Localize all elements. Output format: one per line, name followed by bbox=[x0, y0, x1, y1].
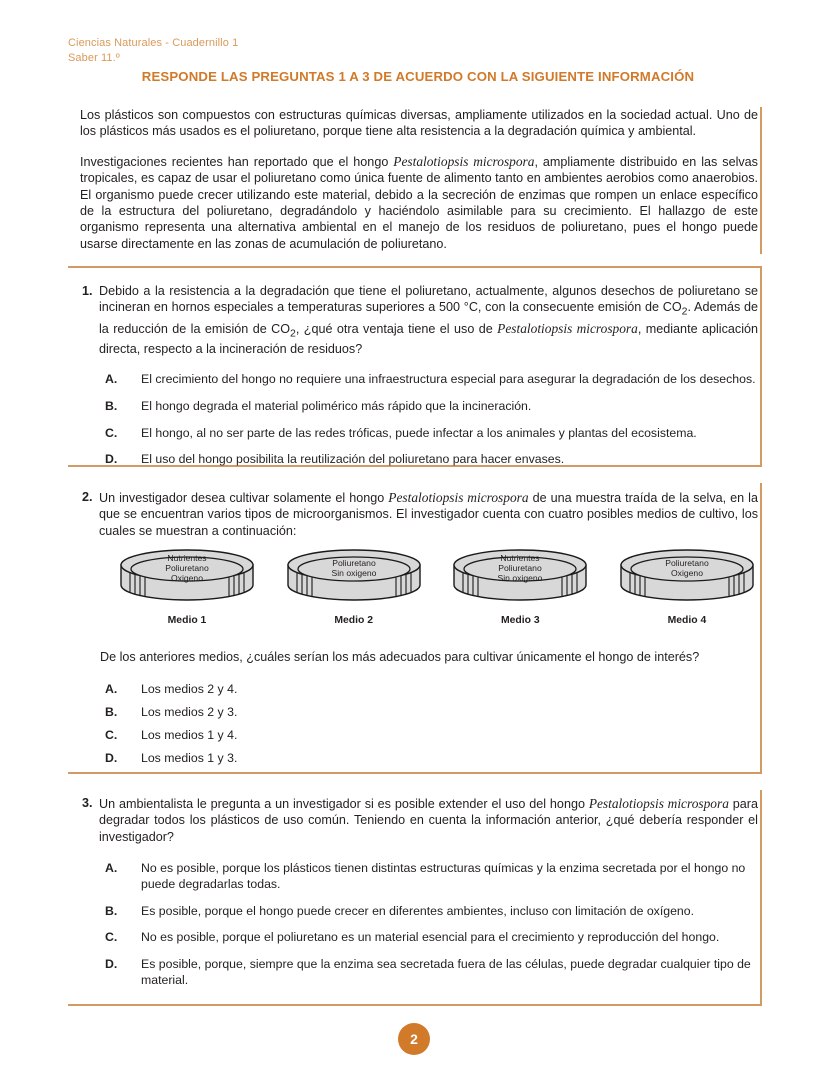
option-b[interactable] bbox=[105, 904, 758, 920]
option-b[interactable] bbox=[105, 705, 758, 721]
option-b-text: Es posible, porque el hongo puede crecer en diferentes ambientes, incluso con limitación de oxígeno. bbox=[141, 903, 695, 918]
dish-3-label: Medio 3 bbox=[500, 615, 540, 626]
option-c-letter: C. bbox=[105, 727, 118, 742]
option-d-text: Es posible, porque, siempre que la enzima sea secretada fuera de las células, puede degradar cualquier tipo de material. bbox=[141, 957, 751, 987]
header-exam-line: Saber 11.º bbox=[68, 51, 120, 64]
option-d[interactable] bbox=[105, 751, 758, 767]
dish-1-label: Medio 1 bbox=[167, 615, 207, 626]
intro-p2-part-a: Investigaciones recientes han reportado que el hongo bbox=[80, 154, 394, 169]
option-a[interactable] bbox=[105, 861, 758, 892]
intro-paragraph-1: Los plásticos son compuestos con estructuras químicas diversas, ampliamente utilizados en la sociedad actual. Uno de los plásticos más usados es el poliuretano, porque tiene alta resistencia a la degradación química y ambiental. bbox=[80, 108, 758, 139]
option-a-text: No es posible, porque los plásticos tienen distintas estructuras químicas y la enzima secretada por el hongo no puede degradarlas todas. bbox=[141, 861, 746, 891]
q1-species-name: Pestalotiopsis microspora bbox=[497, 320, 638, 336]
option-c-letter: C. bbox=[105, 425, 118, 440]
dish-2-line-1: Poliuretano bbox=[331, 558, 376, 568]
option-a-text: El crecimiento del hongo no requiere una infraestructura especial para asegurar la degradación de los desechos. bbox=[141, 372, 756, 387]
option-d[interactable] bbox=[105, 452, 758, 468]
question-1-options bbox=[105, 372, 758, 468]
dish-3-line-1: Nutrientes bbox=[500, 553, 540, 563]
option-a-letter: A. bbox=[105, 372, 118, 387]
petri-dish-icon bbox=[450, 548, 590, 610]
petri-dish-icon bbox=[117, 548, 257, 610]
intro-p2-part-b: , ampliamente distribuido en las selvas tropicales, es capaz de usar el poliuretano como única fuente de alimento tanto en ambientes aerobios como anaerobios. El organismo puede crecer utilizando este material, debido a la secreción de enzimas que rompen un enlace específico de la estructura del poliuretano, degradándolo y haciéndolo asimilable para su crecimiento. El hallazgo de este organismo representa una alternativa ambiental en el manejo de los residuos de poliuretano, pues el hongo puede usarse directamente en las zonas de acumulación de poliuretano. bbox=[80, 154, 758, 251]
option-d-letter: D. bbox=[105, 452, 118, 467]
question-1-heading bbox=[82, 283, 758, 357]
question-1-top-rule bbox=[68, 266, 762, 268]
document-header bbox=[68, 36, 238, 66]
question-3-right-rule bbox=[760, 790, 762, 1005]
option-c-text: El hongo, al no ser parte de las redes tróficas, puede infectar a los animales y plantas del ecosistema. bbox=[141, 425, 697, 440]
question-2-options bbox=[105, 682, 758, 766]
option-a[interactable] bbox=[105, 372, 758, 388]
question-3-text bbox=[99, 795, 758, 845]
dish-2-line-2: Sin oxigeno bbox=[331, 568, 377, 578]
option-c-text: Los medios 1 y 4. bbox=[141, 727, 238, 742]
instruction-title: RESPONDE LAS PREGUNTAS 1 A 3 DE ACUERDO CON LA SIGUIENTE INFORMACIÓN bbox=[141, 69, 695, 84]
question-2-continuation bbox=[82, 649, 758, 773]
option-b-letter: B. bbox=[105, 398, 118, 413]
option-c[interactable] bbox=[105, 728, 758, 744]
q1-subscript-2: 2 bbox=[290, 327, 296, 340]
header-subject-line: Ciencias Naturales - Cuadernillo 1 bbox=[68, 37, 239, 49]
question-3-number: 3. bbox=[82, 796, 93, 810]
dish-4-line-1: Poliuretano bbox=[665, 558, 709, 568]
intro-block-right-rule bbox=[760, 107, 762, 254]
species-name: Pestalotiopsis microspora bbox=[393, 153, 535, 169]
question-2 bbox=[82, 489, 758, 539]
q3-text-a: Un ambientalista le pregunta a un investigador si es posible extender el uso del hongo bbox=[99, 797, 589, 811]
dish-4-line-2: Oxigeno bbox=[670, 568, 703, 578]
q1-text-d: , mediante aplicación directa, respecto a la incineración de residuos? bbox=[99, 321, 758, 356]
page-number-badge: 2 bbox=[398, 1023, 430, 1055]
option-b-text: El hongo degrada el material polimérico más rápido que la incineración. bbox=[141, 398, 532, 413]
option-d-text: El uso del hongo posibilita la reutilización del poliuretano para hacer envases. bbox=[141, 452, 565, 467]
dish-3-line-3: Sin oxigeno bbox=[497, 573, 543, 583]
question-1-number: 1. bbox=[82, 284, 93, 298]
q1-text-b: . Además de la reducción de la emisión de CO bbox=[99, 300, 758, 336]
petri-dish-icon bbox=[617, 548, 757, 610]
question-2-right-rule bbox=[760, 483, 762, 773]
option-d-letter: D. bbox=[105, 750, 118, 765]
q3-species-name: Pestalotiopsis microspora bbox=[588, 796, 729, 811]
option-d[interactable] bbox=[105, 957, 758, 988]
dish-1-line-3: Oxigeno bbox=[170, 573, 204, 583]
dish-2 bbox=[279, 548, 429, 626]
question-2-number: 2. bbox=[82, 490, 93, 504]
dish-1-line-2: Poliuretano bbox=[165, 563, 209, 573]
question-1 bbox=[82, 283, 758, 468]
option-d-text: Los medios 1 y 3. bbox=[141, 750, 238, 765]
q2-species-name: Pestalotiopsis microspora bbox=[388, 490, 529, 505]
option-d-letter: D. bbox=[105, 957, 118, 972]
dish-4 bbox=[612, 548, 762, 626]
option-a-letter: A. bbox=[105, 861, 118, 876]
dish-3 bbox=[445, 548, 595, 626]
question-3 bbox=[82, 795, 758, 989]
option-b-letter: B. bbox=[105, 903, 118, 918]
option-a[interactable] bbox=[105, 682, 758, 698]
option-c[interactable] bbox=[105, 930, 758, 946]
q2-text-a: Un investigador desea cultivar solamente el hongo bbox=[99, 491, 389, 505]
q1-text-c: , ¿qué otra ventaja tiene el uso de bbox=[295, 321, 498, 336]
question-3-heading bbox=[82, 795, 758, 845]
q1-text-a: Debido a la resistencia a la degradación que tiene el poliuretano, actualmente, algunos desechos de poliuretano se incineran en hornos especiales a temperaturas superiores a 500 °C, con la consecuente emisión de CO bbox=[99, 284, 758, 315]
question-3-options bbox=[105, 861, 758, 988]
question-2-text bbox=[99, 489, 758, 539]
option-a-text: Los medios 2 y 4. bbox=[141, 682, 238, 697]
option-a-letter: A. bbox=[105, 682, 118, 697]
option-b[interactable] bbox=[105, 399, 758, 415]
option-b-letter: B. bbox=[105, 705, 118, 720]
question-3-bottom-rule bbox=[68, 1004, 762, 1006]
option-b-text: Los medios 2 y 3. bbox=[141, 705, 238, 720]
q2-text-b: de una muestra traída de la selva, en la que se encuentran varios tipos de microorganismos. El investigador cuenta con cuatro posibles medios de cultivo, los cuales se muestran a continuación: bbox=[99, 491, 758, 538]
q1-subscript-1: 2 bbox=[681, 305, 688, 318]
q3-text-b: para degradar todos los plásticos de uso común. Teniendo en cuenta la información anterior, ¿qué debería responder el investigador? bbox=[99, 797, 758, 844]
option-c[interactable] bbox=[105, 426, 758, 442]
culture-media-figure bbox=[112, 548, 762, 626]
dish-1 bbox=[112, 548, 262, 626]
dish-4-label: Medio 4 bbox=[667, 615, 707, 626]
dish-1-line-1: Nutrientes bbox=[167, 553, 207, 563]
question-1-text bbox=[99, 283, 758, 357]
question-2-heading bbox=[82, 489, 758, 539]
dish-3-line-2: Poliuretano bbox=[498, 563, 543, 573]
question-1-right-rule bbox=[760, 266, 762, 466]
dish-2-label: Medio 2 bbox=[334, 615, 373, 626]
option-c-text: No es posible, porque el poliuretano es un material esencial para el crecimiento y reproducción del hongo. bbox=[141, 930, 720, 945]
option-c-letter: C. bbox=[105, 930, 118, 945]
intro-passage bbox=[80, 107, 758, 252]
intro-paragraph-2 bbox=[80, 153, 758, 252]
petri-dish-icon bbox=[284, 548, 424, 610]
question-2-sub-question: De los anteriores medios, ¿cuáles serían los más adecuados para cultivar únicamente el hongo de interés? bbox=[100, 650, 700, 664]
